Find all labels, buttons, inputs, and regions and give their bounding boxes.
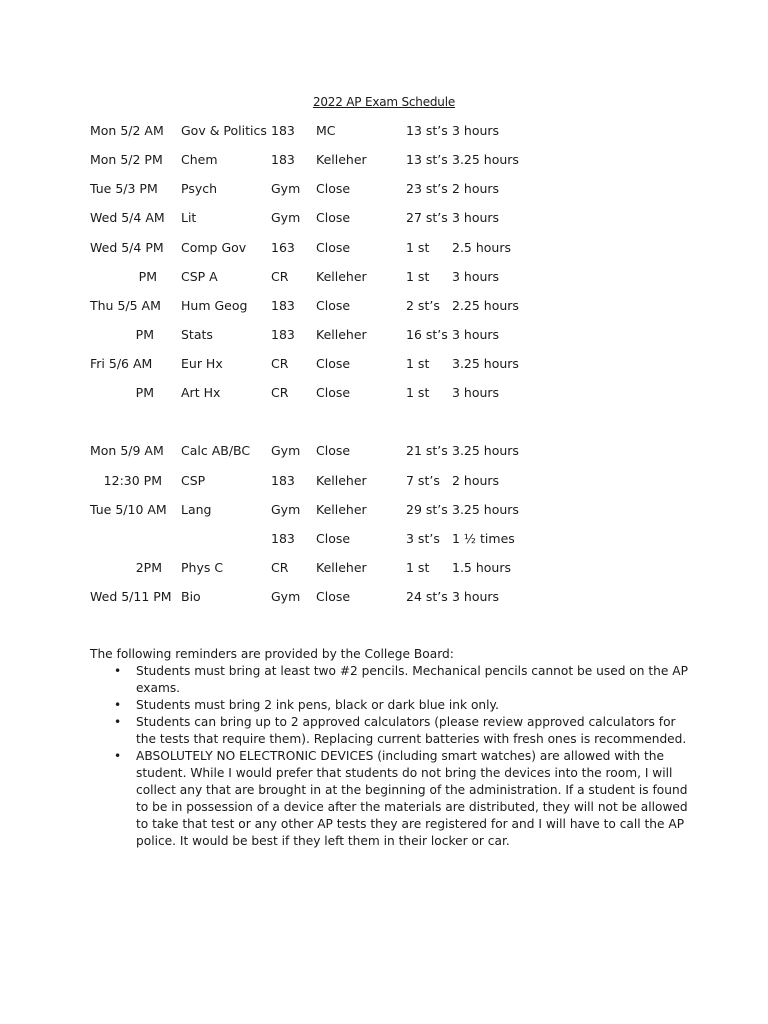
exam-proctor: MC — [316, 123, 336, 138]
exam-duration: 3 hours — [452, 123, 500, 138]
list-item — [114, 714, 690, 748]
exam-room: CR — [271, 269, 289, 284]
exam-subject: Chem — [181, 152, 218, 167]
exam-subject: Bio — [181, 589, 201, 604]
exam-room: CR — [271, 560, 289, 575]
exam-proctor: Kelleher — [316, 560, 367, 575]
exam-proctor: Kelleher — [316, 269, 367, 284]
bullet-icon: • — [114, 749, 122, 763]
list-item — [114, 697, 690, 714]
student-count: 7 st’s — [406, 473, 440, 488]
exam-proctor: Close — [316, 210, 351, 225]
exam-day: Wed 5/4 PM — [90, 240, 164, 255]
exam-duration: 1.5 hours — [452, 560, 511, 575]
exam-day: Tue 5/3 PM — [90, 181, 158, 196]
student-count: 1 st — [406, 385, 430, 400]
exam-duration: 3 hours — [452, 269, 500, 284]
exam-day: Tue 5/10 AM — [90, 502, 167, 517]
student-count: 13 st’s — [406, 152, 448, 167]
exam-room: 183 — [271, 531, 295, 546]
student-count: 1 st — [406, 356, 430, 371]
exam-proctor: Close — [316, 356, 351, 371]
schedule-row — [0, 269, 768, 285]
exam-subject: CSP — [181, 473, 206, 488]
schedule-row — [0, 356, 768, 372]
exam-room: Gym — [271, 502, 301, 517]
schedule-row — [0, 589, 768, 605]
exam-proctor: Kelleher — [316, 152, 367, 167]
student-count: 23 st’s — [406, 181, 448, 196]
exam-day: PM — [135, 385, 154, 400]
exam-proctor: Close — [316, 531, 351, 546]
schedule-row — [0, 152, 768, 168]
exam-proctor: Close — [316, 240, 351, 255]
student-count: 13 st’s — [406, 123, 448, 138]
student-count: 24 st’s — [406, 589, 448, 604]
schedule-row — [0, 181, 768, 197]
exam-room: 183 — [271, 327, 295, 342]
exam-proctor: Close — [316, 589, 351, 604]
list-item — [114, 663, 690, 697]
schedule-row — [0, 531, 768, 547]
exam-day: Wed 5/4 AM — [90, 210, 165, 225]
exam-day: Thu 5/5 AM — [90, 298, 161, 313]
schedule-row — [0, 327, 768, 343]
schedule-row — [0, 298, 768, 314]
reminder-text: Students can bring up to 2 approved calculators (please review approved calculators for the tests that require them). Replacing current batteries with fresh ones is recommended. — [136, 715, 687, 746]
exam-room: Gym — [271, 181, 301, 196]
schedule-row — [0, 123, 768, 139]
exam-room: 183 — [271, 298, 295, 313]
schedule-row — [0, 560, 768, 576]
exam-room: 183 — [271, 123, 295, 138]
exam-room: CR — [271, 385, 289, 400]
exam-duration: 3 hours — [452, 327, 500, 342]
exam-proctor: Kelleher — [316, 327, 367, 342]
exam-subject: Stats — [181, 327, 213, 342]
exam-duration: 3 hours — [452, 589, 500, 604]
exam-duration: 3 hours — [452, 385, 500, 400]
exam-subject: Gov & Politics — [181, 123, 267, 138]
exam-subject: Eur Hx — [181, 356, 223, 371]
bullet-icon: • — [114, 664, 122, 678]
schedule-row — [0, 443, 768, 459]
exam-proctor: Kelleher — [316, 473, 367, 488]
exam-duration: 3.25 hours — [452, 502, 519, 517]
exam-room: Gym — [271, 589, 301, 604]
exam-day: PM — [138, 269, 157, 284]
exam-room: CR — [271, 356, 289, 371]
exam-proctor: Close — [316, 298, 351, 313]
bullet-icon: • — [114, 715, 122, 729]
student-count: 16 st’s — [406, 327, 448, 342]
reminder-text: Students must bring at least two #2 pencils. Mechanical pencils cannot be used on the AP exams. — [136, 664, 688, 695]
student-count: 2 st’s — [406, 298, 440, 313]
exam-proctor: Close — [316, 385, 351, 400]
exam-day: Mon 5/9 AM — [90, 443, 164, 458]
exam-day: Mon 5/2 PM — [90, 152, 163, 167]
exam-room: Gym — [271, 210, 301, 225]
exam-subject: Phys C — [181, 560, 224, 575]
exam-day: PM — [135, 327, 154, 342]
exam-subject: Psych — [181, 181, 218, 196]
exam-duration: 3.25 hours — [452, 443, 519, 458]
student-count: 27 st’s — [406, 210, 448, 225]
student-count: 21 st’s — [406, 443, 448, 458]
reminder-text: ABSOLUTELY NO ELECTRONIC DEVICES (including smart watches) are allowed with the student. While I would prefer that students do not bring the devices into the room, I will collect any that are brought in at the beginning of the administration. If a student is found to be in possession of a device after the materials are distributed, they will not be allowed to take that test or any other AP tests they are registered for and I will have to call the AP police. It would be best if they left them in their locker or car. — [136, 749, 688, 848]
exam-subject: CSP A — [181, 269, 218, 284]
schedule-row — [0, 240, 768, 256]
reminder-text: Students must bring 2 ink pens, black or dark blue ink only. — [136, 698, 499, 712]
exam-day: Wed 5/11 PM — [90, 589, 172, 604]
schedule-row — [0, 385, 768, 401]
exam-proctor: Close — [316, 181, 351, 196]
reminders-list — [90, 663, 690, 850]
exam-subject: Hum Geog — [181, 298, 248, 313]
exam-subject: Comp Gov — [181, 240, 247, 255]
exam-proctor: Close — [316, 443, 351, 458]
exam-duration: 2 hours — [452, 181, 500, 196]
exam-room: 183 — [271, 152, 295, 167]
exam-subject: Lang — [181, 502, 212, 517]
exam-duration: 3.25 hours — [452, 152, 519, 167]
exam-day: 12:30 PM — [103, 473, 162, 488]
exam-proctor: Kelleher — [316, 502, 367, 517]
student-count: 1 st — [406, 560, 430, 575]
exam-day: 2PM — [135, 560, 162, 575]
exam-duration: 2.25 hours — [452, 298, 519, 313]
exam-duration: 2.5 hours — [452, 240, 511, 255]
student-count: 3 st’s — [406, 531, 440, 546]
page-title: 2022 AP Exam Schedule — [312, 95, 456, 109]
exam-room: 163 — [271, 240, 295, 255]
exam-duration: 3 hours — [452, 210, 500, 225]
bullet-icon: • — [114, 698, 122, 712]
exam-subject: Art Hx — [181, 385, 221, 400]
exam-room: Gym — [271, 443, 301, 458]
list-item — [114, 748, 690, 850]
student-count: 1 st — [406, 269, 430, 284]
exam-room: 183 — [271, 473, 295, 488]
schedule-row — [0, 210, 768, 226]
student-count: 29 st’s — [406, 502, 448, 517]
schedule-row — [0, 473, 768, 489]
exam-duration: 2 hours — [452, 473, 500, 488]
schedule-row — [0, 502, 768, 518]
exam-day: Mon 5/2 AM — [90, 123, 164, 138]
exam-subject: Lit — [181, 210, 197, 225]
exam-subject: Calc AB/BC — [181, 443, 251, 458]
exam-duration: 1 ½ times — [452, 531, 515, 546]
exam-duration: 3.25 hours — [452, 356, 519, 371]
reminders-intro: The following reminders are provided by the College Board: — [90, 647, 454, 661]
student-count: 1 st — [406, 240, 430, 255]
exam-day: Fri 5/6 AM — [90, 356, 153, 371]
college-board-reminders — [90, 646, 690, 850]
